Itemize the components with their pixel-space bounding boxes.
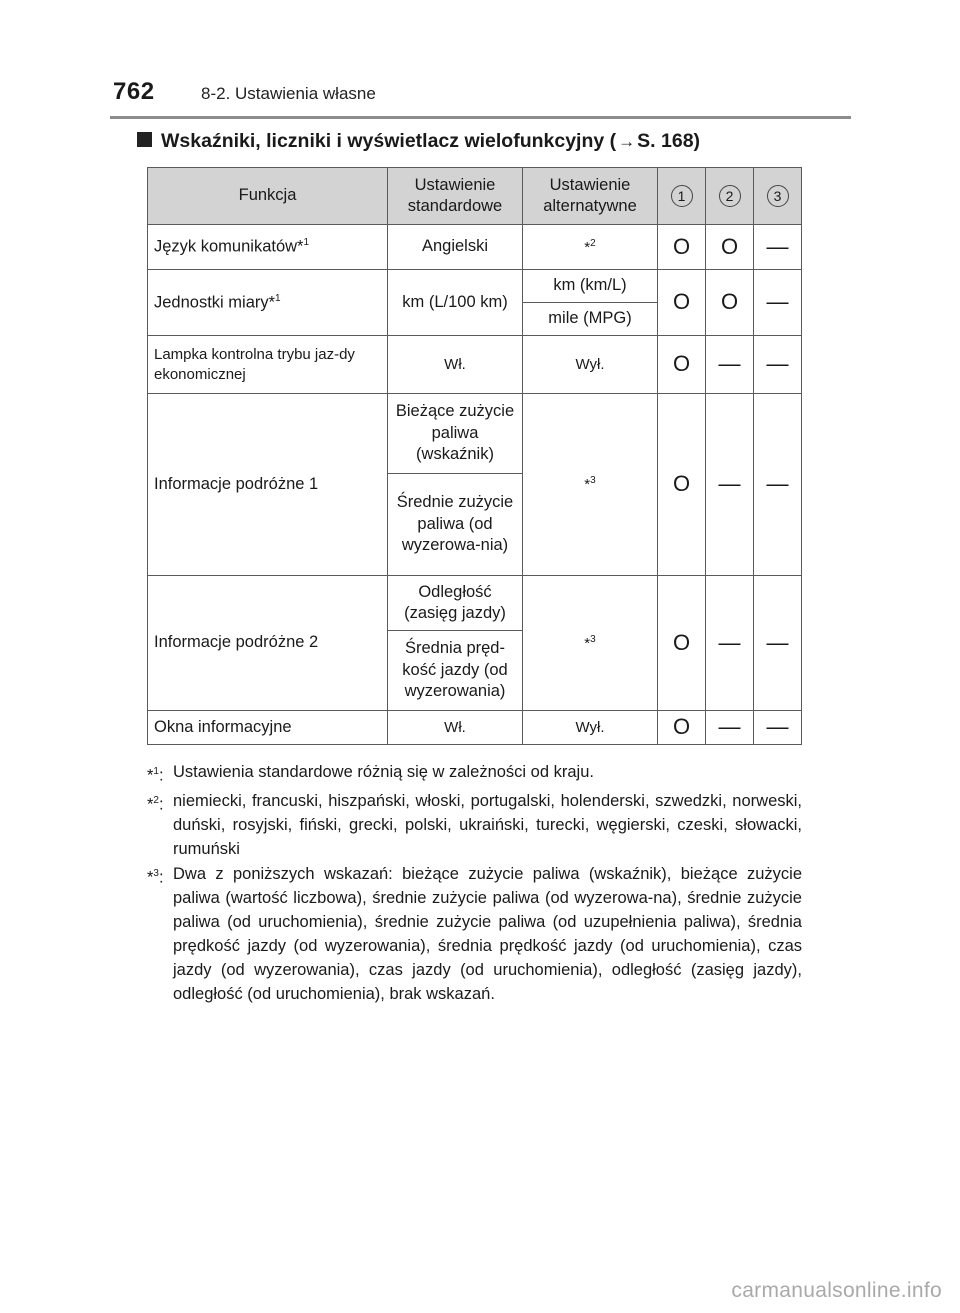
table-row <box>148 270 802 303</box>
footnote-sup: 2 <box>590 237 596 249</box>
square-bullet-icon <box>137 132 152 147</box>
mark-col-2: — <box>706 576 754 711</box>
table-row <box>148 576 802 631</box>
row-alternative <box>523 394 658 576</box>
running-head: 8-2. Ustawienia własne <box>201 84 376 103</box>
mark-col-1: O <box>658 711 706 745</box>
row-alternative: km (km/L) <box>523 270 658 303</box>
footnote-star: * <box>584 634 591 652</box>
function-label: Jednostki miary* <box>154 293 276 312</box>
mark-col-3: — <box>754 711 802 745</box>
footnote-sup: 3 <box>590 633 596 645</box>
row-function: Informacje podróżne 2 <box>148 576 388 711</box>
circled-1-icon: 1 <box>671 185 693 207</box>
footnote-sup: 3 <box>590 475 596 487</box>
table-row <box>148 711 802 745</box>
section-page-ref[interactable]: S. 168) <box>637 130 701 152</box>
row-function: Okna informacyjne <box>148 711 388 745</box>
row-alternative: Wył. <box>523 711 658 745</box>
header-alternative: Ustawienie alternatywne <box>523 168 658 225</box>
footnote-sup: 1 <box>275 292 281 304</box>
mark-col-2: — <box>706 394 754 576</box>
watermark: carmanualsonline.info <box>731 1279 942 1302</box>
footnote-sup: 1 <box>303 237 310 249</box>
section-heading <box>137 130 700 153</box>
header-col-1 <box>658 168 706 225</box>
settings-table <box>147 167 802 745</box>
header-function: Funkcja <box>148 168 388 225</box>
circled-3-icon: 3 <box>767 185 789 207</box>
mark-col-1: O <box>658 225 706 270</box>
table-row <box>148 394 802 474</box>
row-function: Informacje podróżne 1 <box>148 394 388 576</box>
row-default: Średnia pręd-kość jazdy (od wyzerowania) <box>388 631 523 711</box>
row-function <box>148 225 388 270</box>
mark-col-1: O <box>658 270 706 336</box>
mark-col-1: O <box>658 576 706 711</box>
footnote-star: * <box>584 476 591 494</box>
header-col-3 <box>754 168 802 225</box>
footnote-marker: *$^1$: <box>147 766 164 785</box>
function-label: Język komunikatów* <box>154 237 304 256</box>
footnote-marker: *$^3$: <box>147 867 164 886</box>
row-default: Odległość (zasięg jazdy) <box>388 576 523 631</box>
mark-col-3: — <box>754 225 802 270</box>
mark-col-2: O <box>706 270 754 336</box>
row-default: Angielski <box>388 225 523 270</box>
mark-col-2: — <box>706 336 754 394</box>
row-default: km (L/100 km) <box>388 270 523 336</box>
row-function <box>148 270 388 336</box>
mark-col-1: O <box>658 336 706 394</box>
row-default: Średnie zużycie paliwa (od wyzerowa-nia) <box>388 474 523 576</box>
page-number: 762 <box>113 78 155 105</box>
footnote-marker: *$^2$: <box>147 794 164 813</box>
mark-col-3: — <box>754 394 802 576</box>
circled-2-icon: 2 <box>719 185 741 207</box>
table-header-row <box>148 168 802 225</box>
arrow-right-icon: → <box>618 132 636 151</box>
footnote-2 <box>147 789 802 861</box>
row-alternative <box>523 225 658 270</box>
row-default: Wł. <box>388 336 523 394</box>
mark-col-3: — <box>754 270 802 336</box>
section-title: Wskaźniki, liczniki i wyświetlacz wielofunkcyjny ( <box>161 130 617 152</box>
footnote-star: * <box>584 238 591 256</box>
mark-col-1: O <box>658 394 706 576</box>
table-row <box>148 336 802 394</box>
header-col-2 <box>706 168 754 225</box>
row-function: Lampka kontrolna trybu jaz-dy ekonomicznej <box>148 336 388 394</box>
row-alternative: Wył. <box>523 336 658 394</box>
footnote-text: Dwa z poniższych wskazań: bieżące zużycie paliwa (wskaźnik), bieżące zużycie paliwa (wartość liczbowa), średnie zużycie paliwa (od wyzerowa-na), średnie zużycie paliwa (od uruchomienia), średnie zużycie paliwa (od uzupełnienia paliwa), średnia prędkość jazdy (od wyzerowania), średnia prędkość jazdy (od uruchomienia), czas jazdy (od wyzerowania), czas jazdy (od uruchomienia), odległość (zasięg jazdy), odległość (od uruchomienia), brak wskazań. <box>173 864 802 1003</box>
footnote-text: niemiecki, francuski, hiszpański, włoski, portugalski, holenderski, szwedzki, norweski, duński, rosyjski, fiński, grecki, polski, ukraiński, turecki, węgierski, czeski, słowacki, rumuński <box>173 791 802 858</box>
row-alternative <box>523 576 658 711</box>
header-rule <box>110 116 851 119</box>
mark-col-3: — <box>754 576 802 711</box>
table-row <box>148 225 802 270</box>
footnotes <box>147 760 802 1007</box>
mark-col-2: O <box>706 225 754 270</box>
footnote-1 <box>147 760 802 788</box>
row-default: Wł. <box>388 711 523 745</box>
row-alternative: mile (MPG) <box>523 303 658 336</box>
row-default: Bieżące zużycie paliwa (wskaźnik) <box>388 394 523 474</box>
footnote-3 <box>147 862 802 1006</box>
mark-col-3: — <box>754 336 802 394</box>
footnote-text: Ustawienia standardowe różnią się w zależności od kraju. <box>173 763 594 781</box>
header-default: Ustawienie standardowe <box>388 168 523 225</box>
mark-col-2: — <box>706 711 754 745</box>
